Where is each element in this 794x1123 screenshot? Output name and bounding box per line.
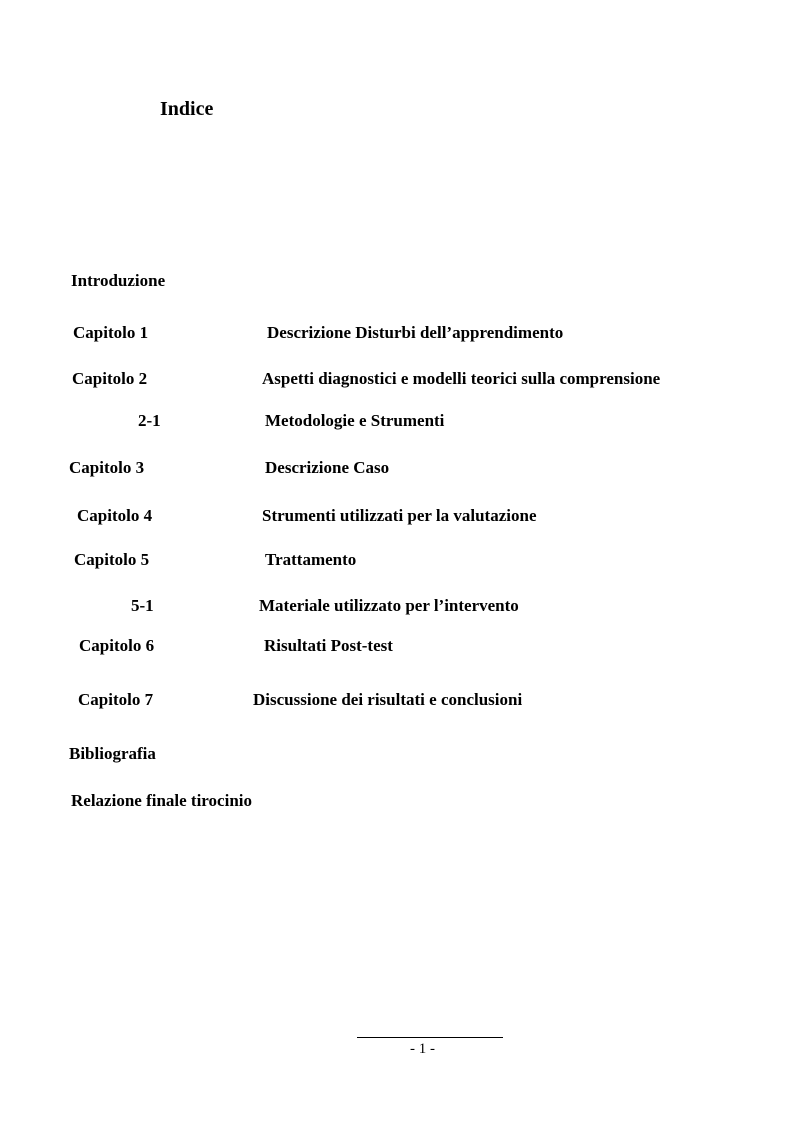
toc-chapter-5-label: Capitolo 5 [74, 550, 150, 569]
toc-chapter-6-title: Risultati Post-test [264, 636, 393, 655]
toc-chapter-7-label: Capitolo 7 [78, 690, 154, 709]
toc-chapter-4-title: Strumenti utilizzati per la valutazione [262, 506, 537, 525]
toc-bibliografia: Bibliografia [69, 744, 156, 763]
toc-chapter-4-label: Capitolo 4 [77, 506, 153, 525]
toc-chapter-3-label: Capitolo 3 [69, 458, 145, 477]
toc-chapter-3-title: Descrizione Caso [265, 458, 390, 477]
toc-chapter-1-label: Capitolo 1 [73, 323, 149, 342]
page-number: - 1 - [410, 1041, 435, 1057]
toc-chapter-2-label: Capitolo 2 [72, 369, 148, 388]
page-title: Indice [160, 98, 214, 120]
toc-section-5-1-label: 5-1 [131, 596, 154, 615]
toc-chapter-6-label: Capitolo 6 [79, 636, 155, 655]
toc-section-5-1-title: Materiale utilizzato per l’intervento [259, 596, 519, 615]
toc-chapter-7-title: Discussione dei risultati e conclusioni [253, 690, 523, 709]
toc-chapter-1-title: Descrizione Disturbi dell’apprendimento [267, 323, 564, 342]
footer-rule [357, 1037, 503, 1038]
toc-chapter-5-title: Trattamento [265, 550, 357, 569]
toc-section-2-1-label: 2-1 [138, 411, 161, 430]
toc-chapter-2-title: Aspetti diagnostici e modelli teorici sulla comprensione [262, 369, 661, 388]
toc-section-2-1-title: Metodologie e Strumenti [265, 411, 445, 430]
toc-introduzione: Introduzione [71, 271, 166, 290]
toc-relazione: Relazione finale tirocinio [71, 791, 252, 810]
